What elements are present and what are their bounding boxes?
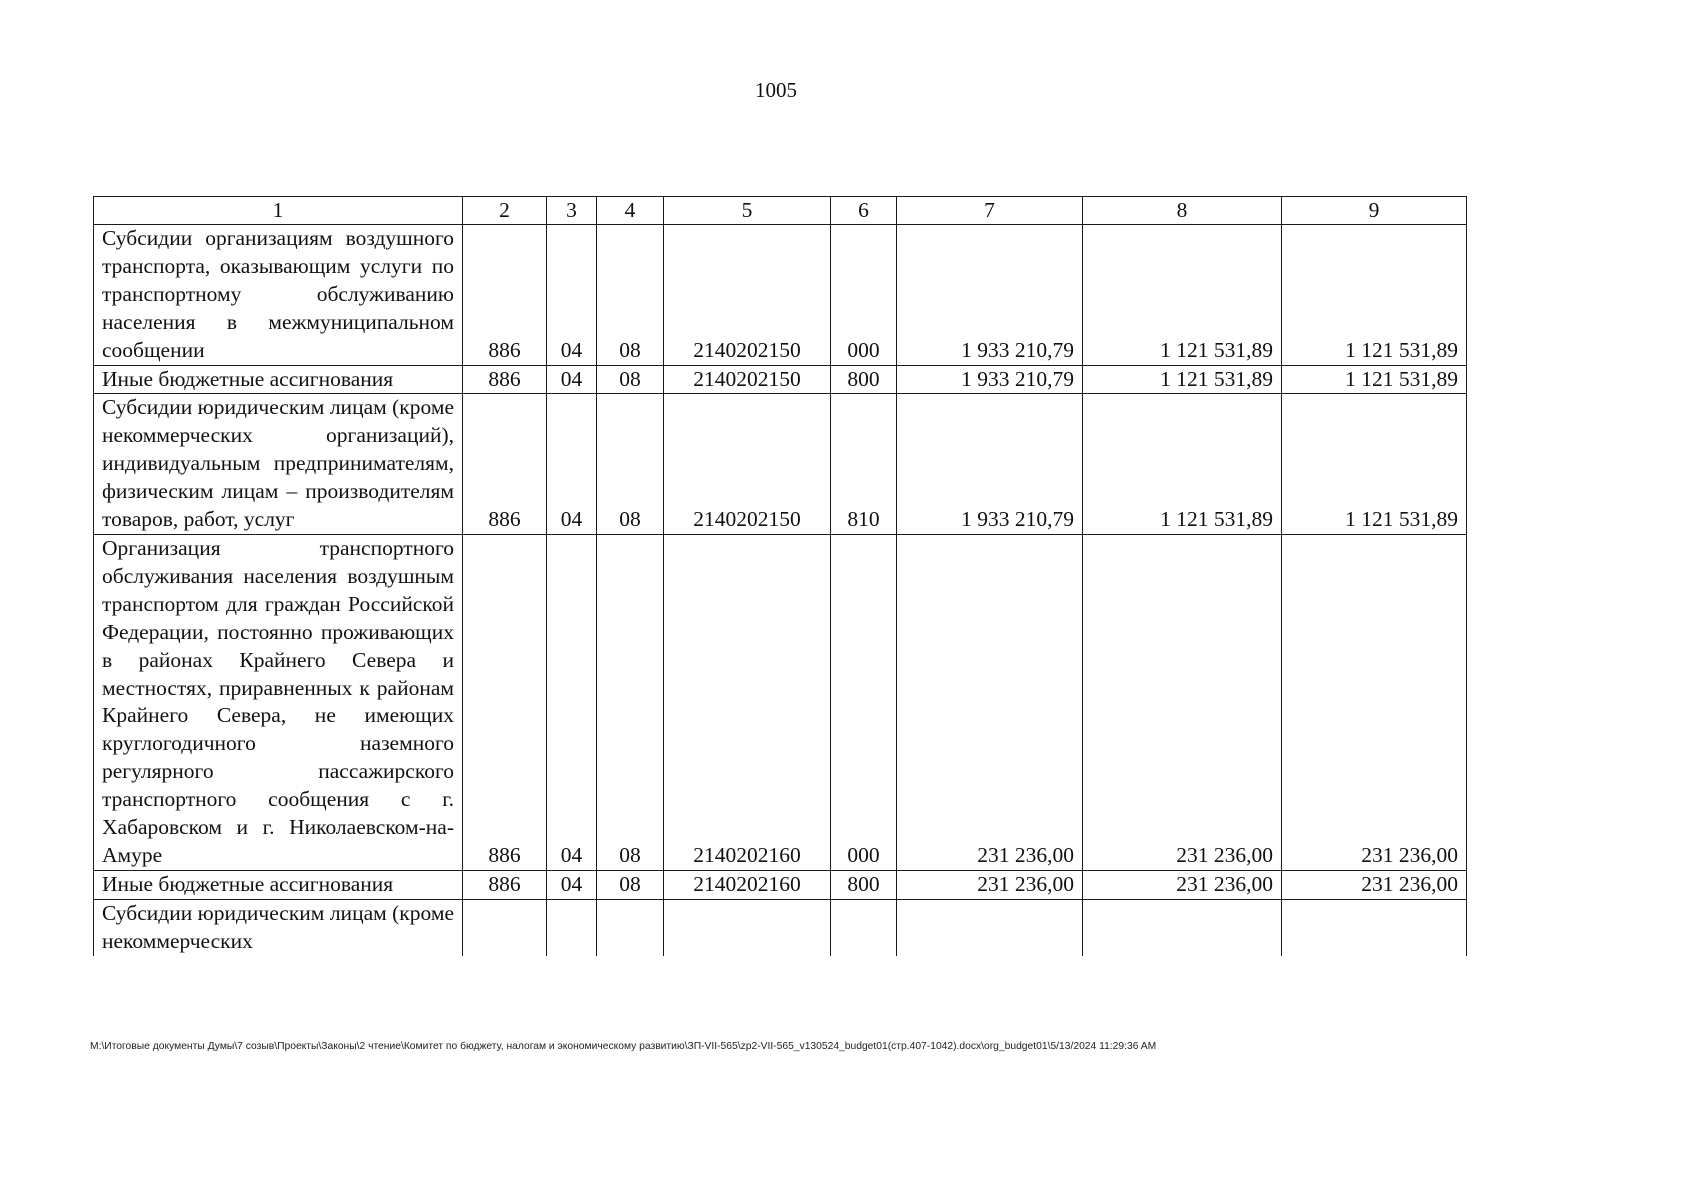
empty-cell: [831, 899, 897, 955]
item-name: Иные бюджетные ассигнования: [94, 870, 463, 899]
amount-col8: 231 236,00: [1083, 870, 1282, 899]
target-article-code: 2140202150: [664, 365, 831, 394]
item-name: Организация транспортного обслуживания населения воздушным транспортом для граждан Российской Федерации, постоянно проживающих в районах Крайнего Севера и местностях, приравненных к районам Крайнего Севера, не имеющих круглогодичного наземного регулярного пассажирского транспортного сообщения с г. Хабаровском и г. Николаевском-на-Амуре: [94, 534, 463, 870]
empty-cell: [664, 899, 831, 955]
empty-cell: [1282, 899, 1467, 955]
section-code: 04: [547, 394, 597, 535]
table-row: [94, 225, 1467, 366]
amount-col9: 1 121 531,89: [1282, 365, 1467, 394]
column-header: 2: [463, 197, 547, 225]
table-row: [94, 870, 1467, 899]
expense-type-code: 810: [831, 394, 897, 535]
file-path-footer: M:\Итоговые документы Думы\7 созыв\Проекты\Законы\2 чтение\Комитет по бюджету, налогам и экономическому развитию\ЗП-VII-565\zp2-VII-565_v130524_budget01(стр.407-1042).docx\org_budget01\5/13/2024 11:29:36 AM: [90, 1041, 1157, 1052]
empty-cell: [1083, 899, 1282, 955]
subsection-code: 08: [597, 225, 664, 366]
expense-type-code: 800: [831, 365, 897, 394]
amount-col8: 1 121 531,89: [1083, 394, 1282, 535]
target-article-code: 2140202150: [664, 394, 831, 535]
column-header: 4: [597, 197, 664, 225]
amount-col8: 231 236,00: [1083, 534, 1282, 870]
ministry-code: 886: [463, 394, 547, 535]
expense-type-code: 800: [831, 870, 897, 899]
section-code: 04: [547, 534, 597, 870]
expense-type-code: 000: [831, 534, 897, 870]
column-header: 1: [94, 197, 463, 225]
amount-col9: 231 236,00: [1282, 870, 1467, 899]
subsection-code: 08: [597, 365, 664, 394]
column-header: 8: [1083, 197, 1282, 225]
subsection-code: 08: [597, 534, 664, 870]
table-row-partial: [94, 899, 1467, 955]
empty-cell: [897, 899, 1083, 955]
header-row: [94, 197, 1467, 225]
amount-col7: 1 933 210,79: [897, 365, 1083, 394]
table-row: [94, 534, 1467, 870]
expense-type-code: 000: [831, 225, 897, 366]
amount-col9: 231 236,00: [1282, 534, 1467, 870]
ministry-code: 886: [463, 365, 547, 394]
empty-cell: [597, 899, 664, 955]
column-header: 9: [1282, 197, 1467, 225]
column-header: 6: [831, 197, 897, 225]
target-article-code: 2140202160: [664, 870, 831, 899]
subsection-code: 08: [597, 870, 664, 899]
table-row: [94, 394, 1467, 535]
section-code: 04: [547, 365, 597, 394]
amount-col7: 1 933 210,79: [897, 394, 1083, 535]
amount-col7: 231 236,00: [897, 534, 1083, 870]
amount-col8: 1 121 531,89: [1083, 365, 1282, 394]
column-header: 5: [664, 197, 831, 225]
section-code: 04: [547, 225, 597, 366]
subsection-code: 08: [597, 394, 664, 535]
amount-col9: 1 121 531,89: [1282, 394, 1467, 535]
amount-col9: 1 121 531,89: [1282, 225, 1467, 366]
amount-col7: 1 933 210,79: [897, 225, 1083, 366]
empty-cell: [463, 899, 547, 955]
empty-cell: [547, 899, 597, 955]
column-header: 7: [897, 197, 1083, 225]
target-article-code: 2140202160: [664, 534, 831, 870]
amount-col7: 231 236,00: [897, 870, 1083, 899]
item-name: Иные бюджетные ассигнования: [94, 365, 463, 394]
item-name: Субсидии юридическим лицам (кроме некоммерческих организаций), индивидуальным предпринимателям, физическим лицам – производителям товаров, работ, услуг: [94, 394, 463, 535]
page-number: 1005: [755, 78, 797, 102]
amount-col8: 1 121 531,89: [1083, 225, 1282, 366]
target-article-code: 2140202150: [664, 225, 831, 366]
item-name: Субсидии организациям воздушного транспорта, оказывающим услуги по транспортному обслуживанию населения в межмуниципальном сообщении: [94, 225, 463, 366]
column-header: 3: [547, 197, 597, 225]
item-name: Субсидии юридическим лицам (кроме некоммерческих: [94, 899, 463, 955]
ministry-code: 886: [463, 870, 547, 899]
section-code: 04: [547, 870, 597, 899]
budget-table: [93, 196, 1467, 956]
ministry-code: 886: [463, 225, 547, 366]
ministry-code: 886: [463, 534, 547, 870]
table-row: [94, 365, 1467, 394]
